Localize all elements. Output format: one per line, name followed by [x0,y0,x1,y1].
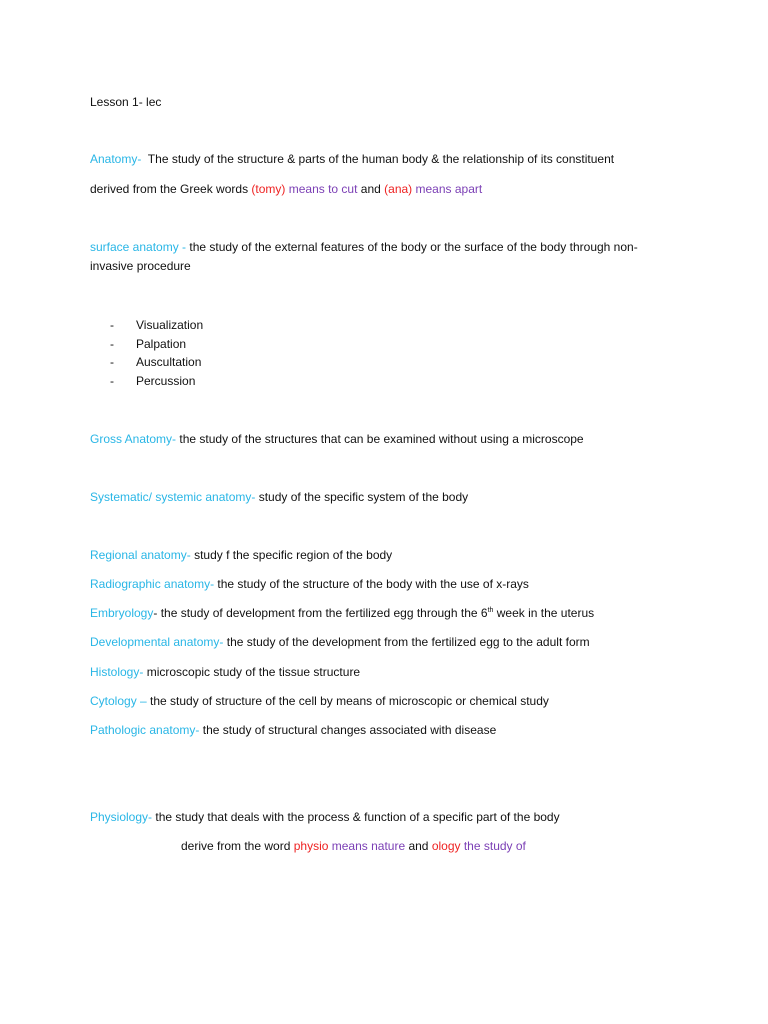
bullet-dash: - [110,355,114,370]
anatomy-etymology [90,181,482,197]
histology-definition [90,664,360,680]
bullet-dash: - [110,318,114,332]
surface-anatomy-continuation [90,258,191,274]
radiographic-anatomy-definition [90,576,529,592]
gross-anatomy-text: the study of the structures that can be examined without using a microscope [176,432,584,446]
ana-meaning: means apart [412,182,483,196]
tomy-root: (tomy) [251,182,286,196]
physio-meaning: means nature [328,839,406,853]
surface-anatomy-text-line1: the study of the external features of the body or the surface of the body through non- [186,240,638,254]
histology-text: microscopic study of the tissue structure [143,665,361,679]
radiographic-anatomy-text: the study of the structure of the body with the use of x-rays [214,577,529,591]
lesson-title-text: Lesson 1- lec [90,95,162,109]
physiology-text: the study that deals with the process & function of a specific part of the body [152,810,560,824]
list-item [110,354,203,373]
regional-anatomy-text: study f the specific region of the body [190,548,393,562]
anatomy-definition [90,151,614,167]
list-item-label: Percussion [136,374,196,389]
tomy-meaning: means to cut [285,182,358,196]
cytology-definition [90,693,549,709]
regional-anatomy-term: Regional anatomy- [90,548,191,562]
embryology-definition [90,605,594,621]
bullet-dash: - [110,336,114,351]
list-item-label: Auscultation [136,355,202,370]
anatomy-derived-prefix: derived from the Greek words [90,182,252,196]
list-item-label: Palpation [136,336,187,351]
radiographic-anatomy-term: Radiographic anatomy- [90,577,215,591]
regional-anatomy-definition [90,547,392,563]
anatomy-term: Anatomy- [90,152,142,166]
ology-meaning: the study of [460,839,526,853]
embryology-superscript: th [487,607,494,614]
examination-methods-list [110,317,203,392]
pathologic-anatomy-text: the study of structural changes associated with disease [199,723,497,737]
ology-root: ology [431,839,461,853]
anatomy-definition-text: The study of the structure & parts of the human body & the relationship of its constituent [141,152,615,166]
developmental-anatomy-definition [90,634,590,650]
gross-anatomy-definition [90,431,584,447]
physiology-derive-prefix: derive from the word [181,839,294,853]
pathologic-anatomy-term: Pathologic anatomy- [90,723,200,737]
physio-root: physio [293,839,329,853]
cytology-term: Cytology – [90,694,147,708]
bullet-dash: - [110,374,114,389]
physiology-and: and [405,839,432,853]
surface-anatomy-text-line2: invasive procedure [90,259,191,273]
list-item-label: Visualization [136,318,204,332]
surface-anatomy-dash: - [178,240,187,254]
developmental-anatomy-text: the study of the development from the fertilized egg to the adult form [223,635,590,649]
physiology-term: Physiology- [90,810,153,824]
anatomy-and: and [357,182,385,196]
ana-root: (ana) [384,182,413,196]
surface-anatomy-definition [90,239,638,255]
list-item [110,336,203,355]
embryology-text-b: week in the uterus [493,606,595,620]
histology-term: Histology- [90,665,144,679]
physiology-definition [90,809,560,825]
physiology-etymology [181,838,526,854]
surface-anatomy-term: surface anatomy [90,240,179,254]
pathologic-anatomy-definition [90,722,496,738]
systematic-anatomy-definition [90,489,468,505]
list-item [110,373,203,392]
cytology-text: the study of structure of the cell by means of microscopic or chemical study [146,694,549,708]
embryology-term: Embryology [90,606,154,620]
developmental-anatomy-term: Developmental anatomy- [90,635,224,649]
list-item [110,317,203,336]
systematic-anatomy-term: Systematic/ systemic anatomy- [90,490,256,504]
embryology-text-a: - the study of development from the fertilized egg through the 6 [153,606,488,620]
lesson-title [90,94,161,110]
systematic-anatomy-text: study of the specific system of the body [255,490,469,504]
gross-anatomy-term: Gross Anatomy- [90,432,177,446]
